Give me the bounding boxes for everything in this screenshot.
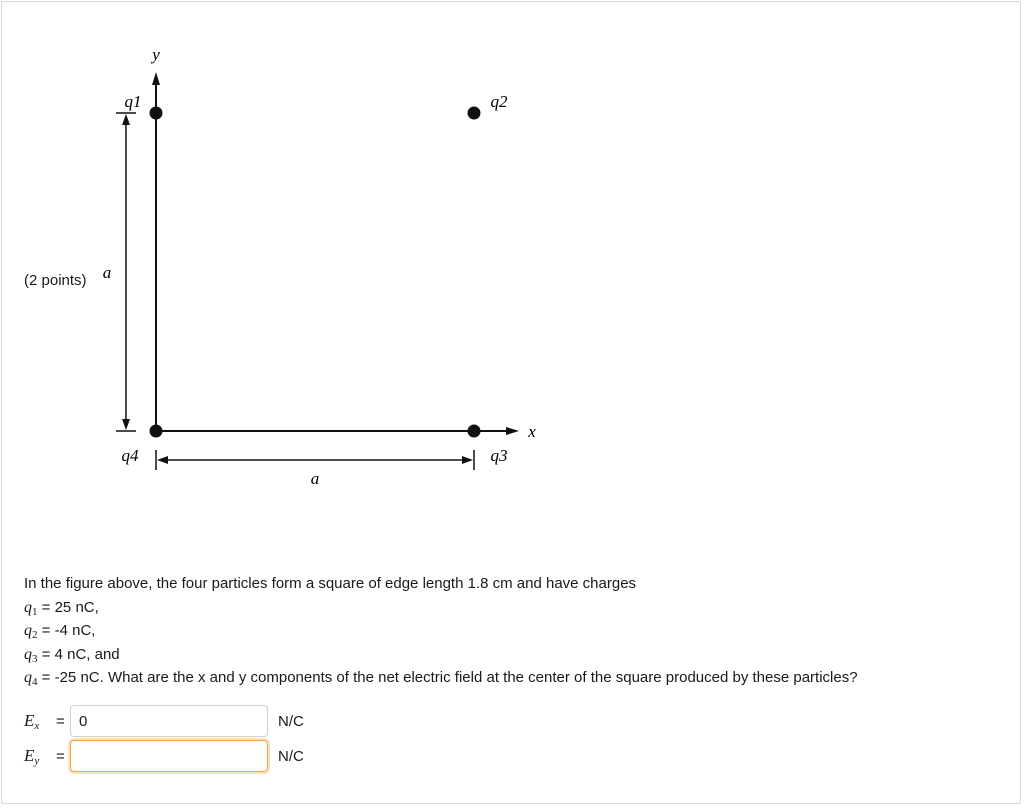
ey-answer-row xyxy=(24,739,304,773)
charge-q2-dot xyxy=(468,107,481,120)
figure-svg xyxy=(96,12,541,552)
y-axis-label: y xyxy=(152,45,160,64)
x-axis-arrow-icon xyxy=(506,427,519,435)
q1-symbol: $q_1$ xyxy=(24,598,38,618)
q3-label: q3 xyxy=(490,446,508,465)
horizontal-side-label: a xyxy=(310,469,320,488)
q3-symbol: $q_3$ xyxy=(24,645,38,665)
charge-line-q1 xyxy=(24,596,858,620)
ey-label: $E_y$ xyxy=(24,745,40,767)
charge-line-q4 xyxy=(24,666,858,690)
question-text xyxy=(24,572,858,690)
charge-square-figure xyxy=(96,12,541,552)
q2-value-text: = -4 nC, xyxy=(37,622,96,639)
ey-equals: = xyxy=(56,747,65,765)
q4-symbol: $q_4$ xyxy=(24,669,38,688)
question-intro: In the figure above, the four particles form a square of edge length 1.8 cm and have charges xyxy=(24,575,637,592)
q2-symbol: $q_2$ xyxy=(24,622,38,641)
charge-q4-dot xyxy=(150,425,163,438)
x-axis-label: x xyxy=(528,422,536,441)
charge-q3-dot xyxy=(468,425,481,438)
q3-value-text: = 4 nC, and xyxy=(37,645,120,663)
vertical-dim-top-arrow-icon xyxy=(122,114,130,125)
q2-label: q2 xyxy=(490,92,508,111)
horizontal-dim-right-arrow-icon xyxy=(462,456,473,464)
ex-label: $E_x$ xyxy=(24,710,40,732)
charge-q1-dot xyxy=(150,107,163,120)
y-axis-arrow-icon xyxy=(152,72,160,85)
ex-answer-row xyxy=(24,704,304,738)
q1-value-text: = 25 nC, xyxy=(37,598,99,616)
q1-label: q1 xyxy=(124,92,142,111)
horizontal-dim-left-arrow-icon xyxy=(157,456,168,464)
charge-line-q2 xyxy=(24,619,858,643)
ey-input[interactable] xyxy=(70,740,268,772)
charge-line-q3 xyxy=(24,643,858,667)
vertical-dim-bottom-arrow-icon xyxy=(122,419,130,430)
vertical-side-label: a xyxy=(102,263,112,282)
q4-value-text: = -25 nC. What are the x and y components of the net electric field at the center of the square produced by these particles? xyxy=(37,669,858,686)
q4-label: q4 xyxy=(121,446,139,465)
points-label: (2 points) xyxy=(24,272,87,289)
ey-unit: N/C xyxy=(278,747,304,765)
ex-unit: N/C xyxy=(278,712,304,730)
ex-input[interactable] xyxy=(70,705,268,737)
ex-equals: = xyxy=(56,712,65,730)
